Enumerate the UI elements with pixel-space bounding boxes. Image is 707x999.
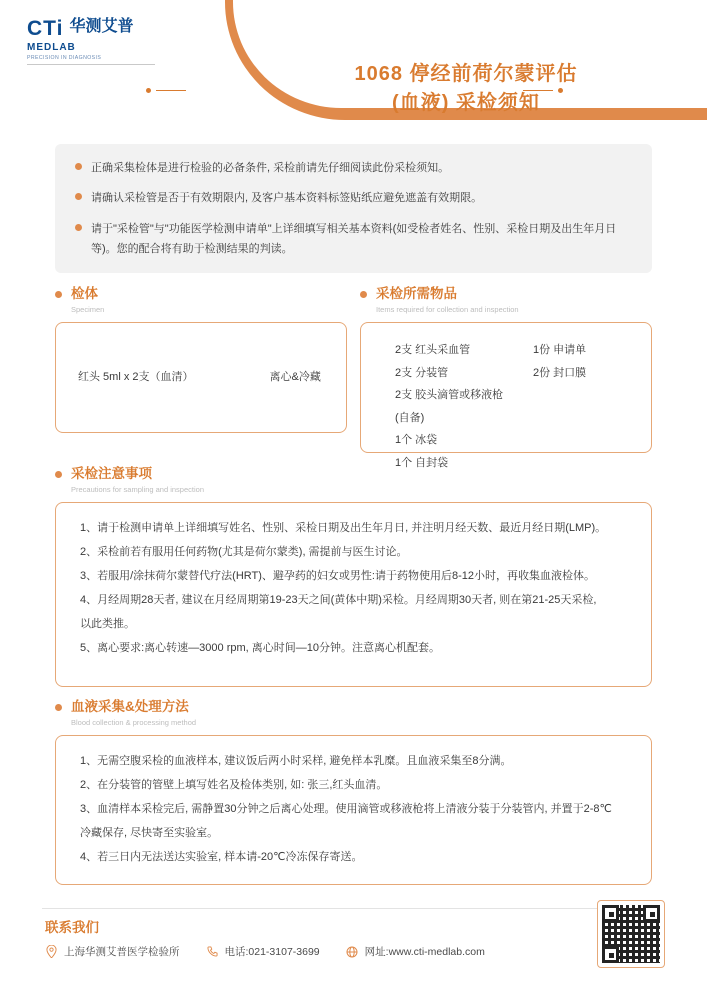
intro-item-text: 请确认采检管是否于有效期限内, 及客户基本资料标签贴纸应避免遮盖有效期限。 [91,192,483,205]
precaution-line: 3、若服用/涂抹荷尔蒙替代疗法(HRT)、避孕药的妇女或男性:请于药物使用后8-12小时，再收集血液检体。 [80,570,595,582]
list-item: 1份 申请单 [533,344,587,356]
decoration-bar [156,90,186,92]
qr-eye-top-right [643,905,660,922]
items-box [360,322,652,469]
bullet-dot-icon [75,224,82,231]
bullet-dot-icon [360,291,367,298]
section-blood-method [55,698,652,885]
globe-icon [346,945,359,958]
blood-method-box [55,735,652,885]
page-title-line2: (血液) 采检须知 [392,92,540,114]
logo-subtitle: MEDLAB [27,42,76,53]
intro-item [75,188,630,208]
section-items-required [360,285,652,469]
contact-heading: 联系我们 [45,920,99,935]
precaution-line: 1、请于检测申请单上详细填写姓名、性别、采检日期及出生年月日, 并注明月经天数、最近月经日期(LMP)。 [80,522,607,534]
logo-divider [27,64,155,65]
decoration-dot-icon [146,88,151,93]
blood-method-line: 4、若三日内无法送达实验室, 样本请-20℃冷冻保存寄送。 [80,851,363,863]
contact-address-text: 上海华测艾普医学检验所 [64,946,180,958]
page-title [225,60,707,118]
contact-row [45,944,511,959]
contact-website-text[interactable]: 网址:www.cti-medlab.com [364,946,485,958]
section-title-cn: 血液采集&处理方法 [71,699,189,714]
title-decoration-left [146,88,186,93]
page-title-line1: 1068 停经前荷尔蒙评估 [354,63,578,85]
intro-item-text: 请于"采检管"与"功能医学检测申请单"上详细填写相关基本资料(如受检者姓名、性别、采检日期及出生年月日等)。您的配合将有助于检测结果的判读。 [91,222,617,256]
bullet-dot-icon [55,291,62,298]
footer-divider [42,908,665,909]
section-precautions [55,465,652,687]
bullet-dot-icon [55,704,62,711]
blood-method-line: 1、无需空腹采检的血液样本, 建议饭后两小时采样, 避免样本乳糜。且血液采集至8分满。 [80,755,512,767]
contact-phone [206,944,320,959]
blood-method-line: 3、血清样本采检完后, 需静置30分钟之后离心处理。使用滴管或移液枪将上清液分装于分装管内, 并置于2-8℃ [80,803,612,815]
section-specimen-heading [55,285,347,314]
contact-address [45,944,180,959]
section-precautions-heading [55,465,652,494]
decoration-bar [523,90,553,92]
specimen-processing: 离心&冷藏 [269,371,321,383]
precaution-line: 5、离心要求:离心转速—3000 rpm, 离心时间—10分钟。注意离心机配套。 [80,642,440,654]
intro-item-text: 正确采集检体是进行检验的必备条件, 采检前请先仔细阅读此份采检须知。 [91,162,450,174]
precaution-line: 4、月经周期28天者, 建议在月经周期第19-23天之间(黄体中期)采检。月经周期30天者, 则在第21-25天采检, [80,594,597,606]
brand-logo [27,18,157,65]
intro-notice-box [55,144,652,273]
specimen-row [56,368,346,384]
location-pin-icon [45,945,58,958]
qr-eye-top-left [602,905,619,922]
section-title-en: Items required for collection and inspection [376,305,519,314]
intro-item [75,219,630,260]
section-title-cn: 采检所需物品 [376,286,457,301]
intro-item [75,158,630,178]
specimen-name: 红头 5ml x 2支（血清） [78,371,194,383]
specimen-box [55,322,347,433]
section-title-en: Blood collection & processing method [71,718,197,727]
logo-main-text: CTi [27,17,64,40]
decoration-dot-icon [558,88,563,93]
title-decoration-right [523,88,563,93]
phone-icon [206,945,219,958]
section-title-cn: 采检注意事项 [71,466,152,481]
list-item: 2支 红头采血管 [395,344,471,356]
list-item: 2支 分装管 [395,366,449,379]
section-title-en: Precautions for sampling and inspection [71,485,204,494]
blood-method-line: 2、在分装管的管壁上填写姓名及检体类别, 如: 张三,红头血清。 [80,779,388,791]
precautions-box [55,502,652,687]
list-item: 1个 自封袋 [395,456,449,469]
blood-method-line: 冷藏保存, 尽快寄至实验室。 [80,827,219,839]
list-item: 2份 封口膜 [533,366,587,379]
bullet-dot-icon [55,471,62,478]
section-title-cn: 检体 [71,286,98,301]
list-item: 1个 冰袋 [395,434,438,447]
qr-code[interactable] [597,900,665,968]
section-title-en: Specimen [71,305,105,314]
items-column-left [361,339,513,474]
precaution-line: 2、采检前若有服用任何药物(尤其是荷尔蒙类), 需提前与医生讨论。 [80,546,408,558]
contact-phone-text[interactable]: 电话:021-3107-3699 [224,946,320,958]
bullet-dot-icon [75,193,82,200]
bullet-dot-icon [75,163,82,170]
section-specimen [55,285,347,433]
section-blood-heading [55,698,652,727]
qr-eye-bottom-left [602,946,619,963]
precaution-line: 以此类推。 [80,618,135,630]
section-items-heading [360,285,652,314]
contact-website [346,944,485,959]
logo-chinese-text: 华测艾普 [69,18,134,35]
list-item: 2支 胶头滴管或移液枪(自备) [395,389,504,424]
items-column-right [513,339,651,474]
logo-tagline: PRECISION IN DIAGNOSIS [27,55,102,61]
